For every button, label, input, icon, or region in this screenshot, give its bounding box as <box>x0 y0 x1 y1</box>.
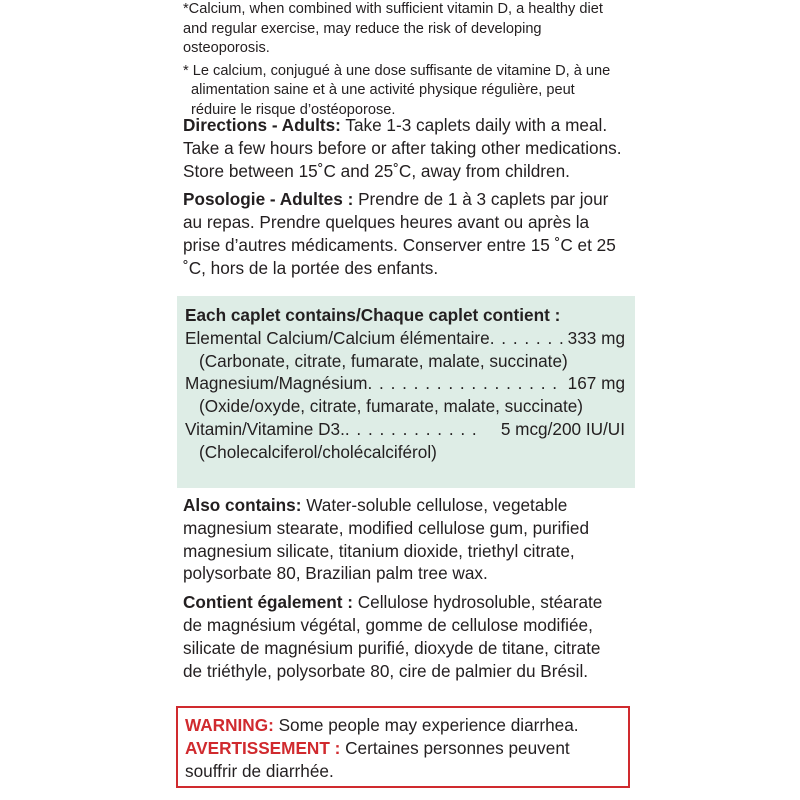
ingredient-name: Magnesium/Magnésium <box>185 373 368 394</box>
ingredient-row <box>185 327 625 350</box>
warning-en-text: Some people may experience diarrhea. <box>273 715 579 735</box>
ingredient-source: (Carbonate, citrate, fumarate, malate, succinate) <box>199 350 568 371</box>
warning-fr <box>185 737 625 783</box>
ingredient-amount: 5 mcg/200 IU/UI <box>500 418 625 439</box>
directions-en <box>183 114 623 182</box>
directions-en-text: Take 1-3 caplets daily with a meal. Take a few hours before or after taking other medications. Store between 15˚C and 25˚C, away from children. <box>183 115 622 181</box>
also-contains-fr-text: Cellulose hydrosoluble, stéarate de magnésium végétal, gomme de cellulose modifiée, silicate de magnésium purifié, dioxyde de titane, citrate de triéthyle, polysorbate 80, cire de palmier du Brésil. <box>183 592 603 681</box>
ingredient-row <box>185 418 625 441</box>
ingredient-source: (Cholecalciferol/cholécalciférol) <box>199 441 437 462</box>
claim-en: *Calcium, when combined with sufficient vitamin D, a healthy diet and regular exercise, may reduce the risk of developing osteoporosis. <box>183 1 603 56</box>
warning-en-label: WARNING: <box>185 715 274 735</box>
ingredients-heading: Each caplet contains/Chaque caplet contient : <box>185 305 561 325</box>
directions-fr-text: Prendre de 1 à 3 caplets par jour au repas. Prendre quelques heures avant ou après la prise d’autres médicaments. Conserver entre 15 ˚C et 25 ˚C, hors de la portée des enfants. <box>183 189 616 278</box>
also-contains-fr <box>183 591 623 682</box>
also-contains-fr-label: Contient également : <box>183 592 353 613</box>
warning-fr-label: AVERTISSEMENT : <box>185 737 341 758</box>
dot-leader <box>367 372 563 395</box>
ingredient-row <box>185 372 625 395</box>
dot-leader <box>345 418 481 441</box>
warning-fr-text: Certaines personnes peuvent souffrir de diarrhée. <box>185 737 570 781</box>
directions-fr-label: Posologie - Adultes : <box>183 189 354 210</box>
also-contains-en-text: Water-soluble cellulose, vegetable magnesium stearate, modified cellulose gum, purified magnesium silicate, titanium dioxide, triethyl citrate, polysorbate 80, Brazilian palm tree wax. <box>183 495 590 584</box>
warning-en <box>185 714 625 737</box>
also-contains-en <box>183 494 623 585</box>
directions-en-label: Directions - Adults: <box>183 115 341 135</box>
warning-box <box>176 706 630 788</box>
ingredient-amount: 167 mg <box>567 373 625 394</box>
ingredient-name: Vitamin/Vitamine D3. <box>185 418 345 439</box>
directions-fr <box>183 188 623 279</box>
claim-fr: * Le calcium, conjugué à une dose suffisante de vitamine D, à une alimentation saine et à une activité physique régulière, peut réduire le risque d’ostéoporose. <box>183 62 611 118</box>
ingredient-name: Elemental Calcium/Calcium élémentaire <box>185 327 490 348</box>
ingredient-source: (Oxide/oxyde, citrate, fumarate, malate, succinate) <box>199 396 584 417</box>
ingredients-panel <box>177 296 635 488</box>
directions-section <box>183 114 623 280</box>
also-contains-section <box>183 494 623 682</box>
osteoporosis-claim <box>183 0 623 120</box>
also-contains-en-label: Also contains: <box>183 495 302 515</box>
ingredient-amount: 333 mg <box>567 327 625 348</box>
dot-leader <box>490 327 564 350</box>
